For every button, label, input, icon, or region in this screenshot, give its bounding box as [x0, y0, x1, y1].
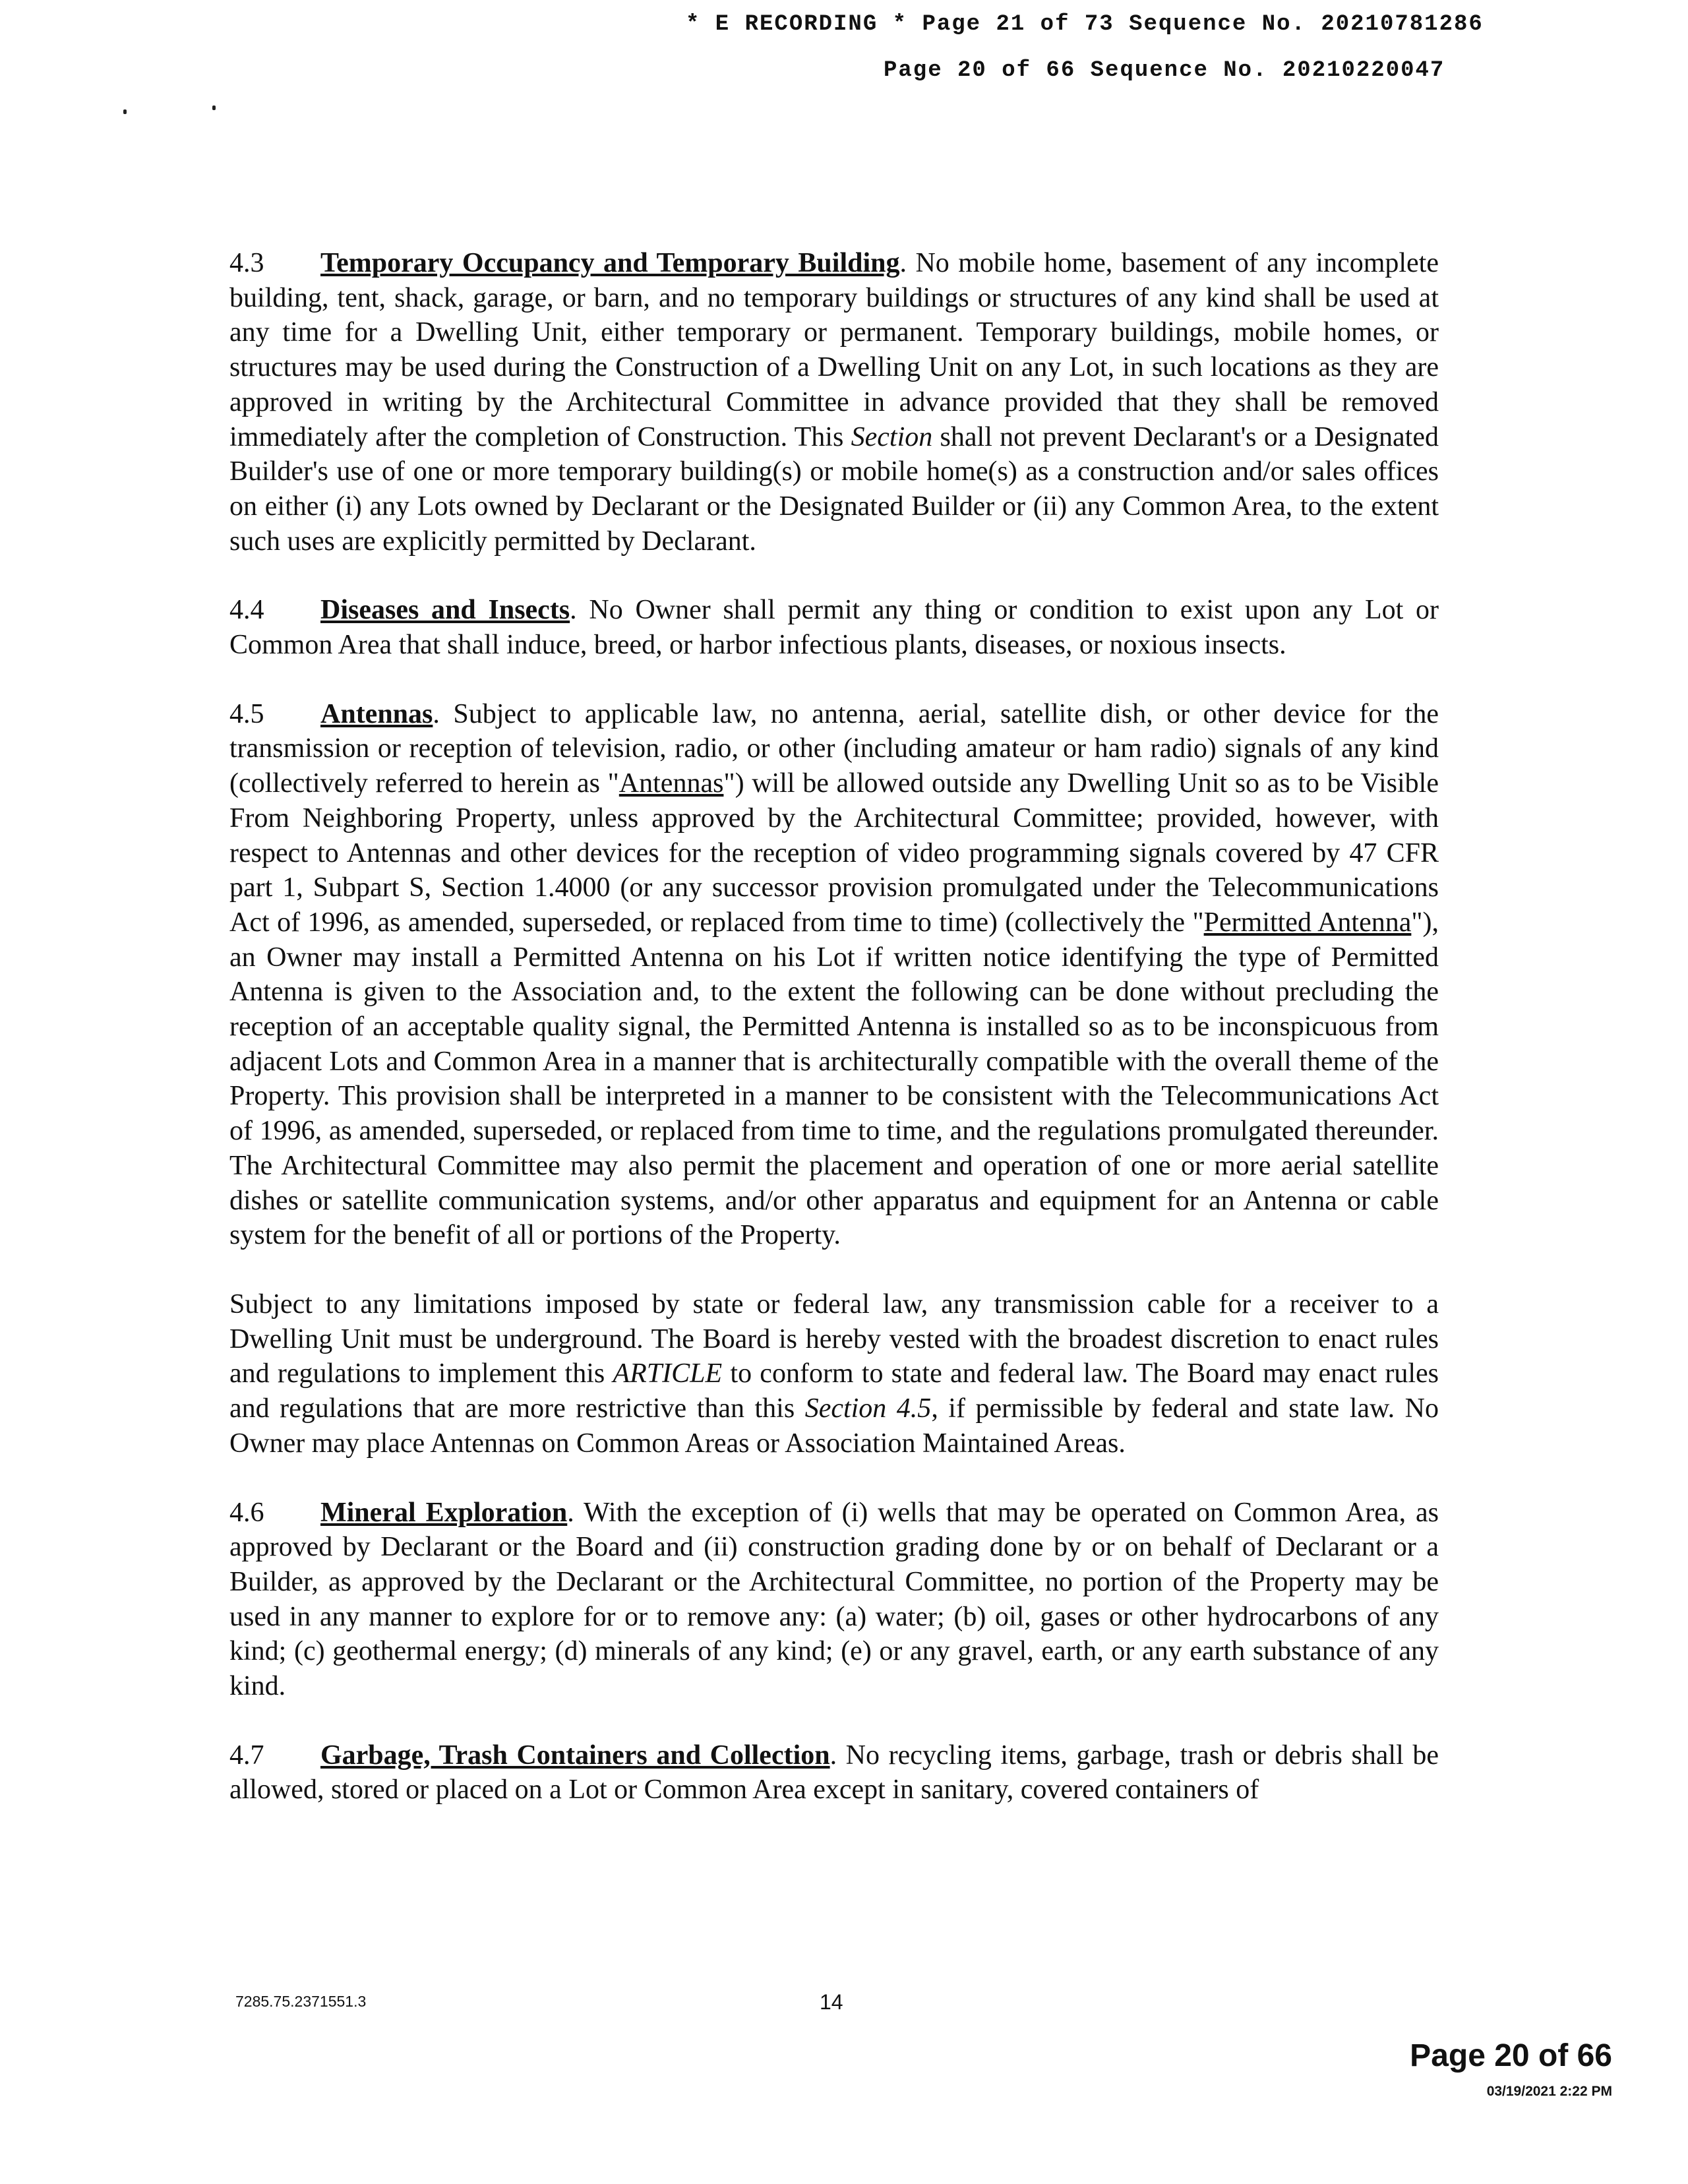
- section-number: 4.5: [229, 698, 264, 729]
- section-text: shall not prevent Declarant's or a Designated Builder's use of one or more temporary building(s) or mobile home(s) as a construction and/or sales offices on either (i) any Lots owned by Declarant or the Designated Builder or (ii) any Common Area, to the extent such uses are explicitly permitted by Declarant.: [229, 421, 1439, 557]
- section-4-4: [229, 593, 1439, 662]
- section-4-7: [229, 1738, 1439, 1807]
- document-body: [229, 246, 1439, 1842]
- document-id: 7285.75.2371551.3: [235, 1993, 367, 2010]
- defined-term: Permitted Antenna: [1203, 907, 1412, 938]
- section-number: 4.7: [229, 1740, 264, 1771]
- defined-term: Antennas: [618, 768, 724, 799]
- section-text: . No recycling items, garbage, trash or debris shall be allowed, stored or placed on a Lot or Common Area except in sanitary, covered containers of: [229, 1740, 1439, 1805]
- section-text: "), an Owner may install a Permitted Antenna on his Lot if written notice identifying the type of Permitted Antenna is given to the Association and, to the extent the following can be done without precluding the reception of an acceptable quality signal, the Permitted Antenna is installed so as to be inconspicuous from adjacent Lots and Common Area in a manner that is architecturally compatible with the overall theme of the Property. This provision shall be interpreted in a manner to be consistent with the Telecommunications Act of 1996, as amended, superseded, or replaced from time to time, and the regulations promulgated thereunder. The Architectural Committee may also permit the placement and operation of one or more aerial satellite dishes or satellite communication systems, and/or other apparatus and equipment for an Antenna or cable system for the benefit of all or portions of the Property.: [229, 907, 1439, 1251]
- section-text: . No Owner shall permit any thing or condition to exist upon any Lot or Common Area that shall induce, breed, or harbor infectious plants, diseases, or noxious insects.: [229, 595, 1439, 661]
- section-4-5: [229, 697, 1439, 1253]
- recording-header: * E RECORDING * Page 21 of 73 Sequence No. 20210781286: [686, 12, 1484, 37]
- section-heading: Mineral Exploration: [320, 1497, 568, 1528]
- section-number: 4.4: [229, 595, 264, 626]
- section-text: . No mobile home, basement of any incomplete building, tent, shack, garage, or barn, and no temporary buildings or structures of any kind shall be used at any time for a Dwelling Unit, either temporary or permanent. Temporary buildings, mobile homes, or structures may be used during the Construction of a Dwelling Unit on any Lot, in such locations as they are approved in writing by the Architectural Committee in advance provided that they shall be removed immediately after the completion of Construction. This: [229, 248, 1439, 452]
- section-heading: Antennas: [320, 698, 433, 729]
- section-number: 4.3: [229, 248, 264, 278]
- section-text: , if permissible by federal and state law. No Owner may place Antennas on Common Areas or Association Maintained Areas.: [229, 1393, 1439, 1459]
- section-text-italic: Section 4.5: [804, 1393, 932, 1424]
- section-heading: Diseases and Insects: [320, 595, 570, 626]
- scan-speck: [123, 109, 127, 114]
- section-heading: Garbage, Trash Containers and Collection: [320, 1740, 830, 1771]
- section-text: . Subject to applicable law, no antenna, aerial, satellite dish, or other device for the transmission or reception of television, radio, or other (including amateur or ham radio) signals of any kind (collectively referred to herein as ": [229, 698, 1439, 799]
- scan-speck: [212, 106, 216, 110]
- section-text: Subject to any limitations imposed by state or federal law, any transmission cable for a receiver to a Dwelling Unit must be underground. The Board is hereby vested with the broadest discretion to enact rules and regulations to implement this: [229, 1289, 1439, 1389]
- section-number: 4.6: [229, 1497, 264, 1528]
- recording-stamp-datetime: 03/19/2021 2:22 PM: [1486, 2084, 1612, 2099]
- section-4-3: [229, 246, 1439, 559]
- recording-stamp-page: Page 20 of 66: [1410, 2038, 1612, 2073]
- section-4-5-continued: [229, 1287, 1439, 1461]
- page-number: 14: [820, 1990, 843, 2014]
- section-text-italic: ARTICLE: [613, 1358, 723, 1389]
- section-4-6: [229, 1496, 1439, 1704]
- section-text: . With the exception of (i) wells that may be operated on Common Area, as approved by Declarant or the Board and (ii) construction grading done by or on behalf of Declarant or a Builder, as approved by the Declarant or the Architectural Committee, no portion of the Property may be used in any manner to explore for or to remove any: (a) water; (b) oil, gases or other hydrocarbons of any kind; (c) geothermal energy; (d) minerals of any kind; (e) or any gravel, earth, or any earth substance of any kind.: [229, 1497, 1439, 1702]
- sequence-header: Page 20 of 66 Sequence No. 20210220047: [884, 58, 1445, 83]
- section-heading: Temporary Occupancy and Temporary Building: [320, 248, 900, 278]
- section-text: ") will be allowed outside any Dwelling Unit so as to be Visible From Neighboring Property, unless approved by the Architectural Committee; provided, however, with respect to Antennas and other devices for the reception of video programming signals covered by 47 CFR part 1, Subpart S, Section 1.4000 (or any successor provision promulgated under the Telecommunications Act of 1996, as amended, superseded, or replaced from time to time) (collectively the ": [229, 768, 1439, 938]
- section-text-italic: Section: [851, 421, 933, 452]
- section-text: to conform to state and federal law. The Board may enact rules and regulations that are more restrictive than this: [229, 1358, 1439, 1424]
